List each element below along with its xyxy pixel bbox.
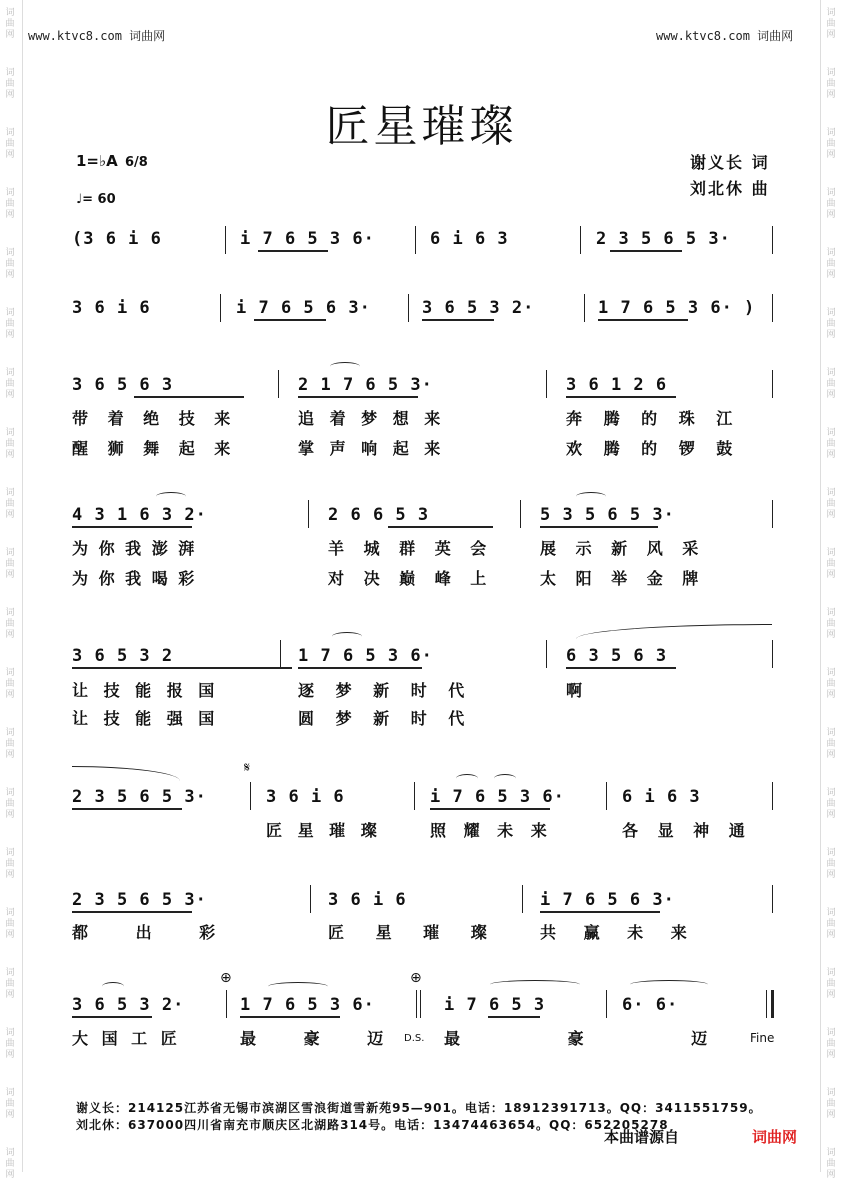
barline — [584, 294, 585, 322]
measure: i 7 6 5 6 3· — [236, 298, 371, 318]
measure: i 7 6 5 6 3· — [540, 890, 675, 910]
beam-underline — [72, 526, 192, 528]
slur — [576, 492, 606, 501]
watermark-stamp: 词曲网 — [5, 8, 15, 40]
lyric-line: 逐 梦 新 时 代 — [298, 681, 466, 700]
lyric-line: 带 着 绝 技 来 — [72, 409, 232, 428]
barline — [310, 885, 311, 913]
measure: (3 6 i 6 — [72, 229, 162, 249]
site-header-left[interactable]: www.ktvc8.com 词曲网 — [28, 29, 166, 43]
barline — [225, 226, 226, 254]
coda-sign: ⊕ — [410, 970, 422, 986]
watermark-stamp: 词曲网 — [826, 428, 836, 460]
measure: 2 3 5 6 5 3· — [72, 787, 207, 807]
left-watermark-strip — [0, 0, 23, 1180]
beam-underline — [298, 396, 418, 398]
lyricist-credit: 谢义长 词 — [690, 153, 770, 172]
lyric-line: 照 耀 未 来 — [430, 821, 548, 840]
measure: 2 3 5 6 5 3· — [72, 890, 207, 910]
beam-underline — [598, 319, 688, 321]
watermark-stamp: 词曲网 — [5, 308, 15, 340]
barline — [280, 640, 281, 668]
watermark-stamp: 词曲网 — [5, 488, 15, 520]
lyric-line: 最 豪 迈 — [240, 1029, 385, 1048]
lyric-line: 最 豪 迈 — [444, 1029, 709, 1048]
watermark-stamp: 词曲网 — [5, 668, 15, 700]
measure: i 7 6 5 3 — [444, 995, 546, 1015]
barline — [226, 990, 227, 1018]
beam-underline — [134, 396, 244, 398]
tempo-marking: ♩= 60 — [76, 192, 116, 207]
watermark-stamp: 词曲网 — [5, 848, 15, 880]
slur — [330, 362, 360, 371]
watermark-stamp: 词曲网 — [5, 548, 15, 580]
watermark-stamp: 词曲网 — [826, 308, 836, 340]
measure: 1 7 6 5 3 6· — [240, 995, 375, 1015]
lyric-line: 大 国 工 匠 — [72, 1029, 178, 1048]
measure: 6 i 6 3 — [622, 787, 701, 807]
watermark-stamp: 词曲网 — [5, 1088, 15, 1120]
fine-marking: Fine — [750, 1031, 775, 1045]
barline — [772, 640, 773, 668]
watermark-stamp: 词曲网 — [826, 608, 836, 640]
measure: 2 6 6 5 3 — [328, 505, 430, 525]
barline — [772, 294, 773, 322]
barline — [772, 370, 773, 398]
lyric-line: 让 技 能 强 国 — [72, 709, 216, 728]
tie — [576, 624, 772, 639]
watermark-stamp: 词曲网 — [826, 848, 836, 880]
watermark-stamp: 词曲网 — [826, 188, 836, 220]
watermark-stamp: 词曲网 — [826, 488, 836, 520]
lyric-line: 共 赢 未 来 — [540, 923, 688, 942]
time-signature: 6/8 — [124, 155, 148, 170]
barline — [250, 782, 251, 810]
lyric-line: 掌 声 响 起 来 — [298, 439, 442, 458]
beam-underline — [610, 250, 682, 252]
measure: 3 6 i 6 — [72, 298, 151, 318]
barline — [278, 370, 279, 398]
composer-credit: 刘北休 曲 — [690, 179, 770, 198]
barline — [220, 294, 221, 322]
slur — [630, 980, 708, 989]
lyric-line: 匠 星 璀 璨 — [266, 821, 378, 840]
watermark-stamp: 词曲网 — [5, 68, 15, 100]
barline — [606, 990, 607, 1018]
measure: 3 6 i 6 — [328, 890, 407, 910]
barline — [772, 782, 773, 810]
lyricist-contact: 谢义长：214125江苏省无锡市滨湖区雪浪街道雪新苑95—901。电话：18912391713。QQ：3411551759。 — [76, 1101, 762, 1115]
measure: 3 6 i 6 — [266, 787, 345, 807]
measure: 6 3 5 6 3 — [566, 646, 668, 666]
measure: 1 7 6 5 3 6· ) — [598, 298, 756, 318]
beam-underline — [540, 526, 658, 528]
coda-sign: ⊕ — [220, 970, 232, 986]
lyric-line: 啊 — [566, 681, 584, 700]
watermark-stamp: 词曲网 — [5, 608, 15, 640]
segno-sign: 𝄋 — [244, 760, 251, 776]
watermark-stamp: 词曲网 — [826, 368, 836, 400]
slur — [494, 774, 516, 783]
beam-underline — [488, 1016, 540, 1018]
beam-underline — [566, 396, 676, 398]
beam-underline — [254, 319, 326, 321]
beam-underline — [72, 808, 182, 810]
composer-contact: 刘北休：637000四川省南充市顺庆区北湖路314号。电话：13474463654。QQ：652205278 — [76, 1118, 669, 1132]
watermark-stamp: 词曲网 — [826, 68, 836, 100]
key-label: 1=♭A — [76, 152, 118, 170]
watermark-stamp: 词曲网 — [5, 968, 15, 1000]
final-barline — [766, 990, 767, 1018]
lyric-line: 各 显 神 通 — [622, 821, 746, 840]
right-watermark-strip — [820, 0, 843, 1180]
watermark-stamp: 词曲网 — [826, 908, 836, 940]
lyric-line: 欢 腾 的 锣 鼓 — [566, 439, 734, 458]
watermark-stamp: 词曲网 — [5, 728, 15, 760]
beam-underline — [422, 319, 494, 321]
watermark-stamp: 词曲网 — [826, 1028, 836, 1060]
barline — [520, 500, 521, 528]
slur — [456, 774, 478, 783]
watermark-stamp: 词曲网 — [5, 128, 15, 160]
beam-underline — [72, 667, 292, 669]
measure: i 7 6 5 3 6· — [430, 787, 565, 807]
watermark-stamp: 词曲网 — [826, 728, 836, 760]
barline — [580, 226, 581, 254]
beam-underline — [430, 808, 550, 810]
barline — [408, 294, 409, 322]
barline — [606, 782, 607, 810]
watermark-stamp: 词曲网 — [826, 248, 836, 280]
repeat-barline — [420, 990, 421, 1018]
measure: 6· 6· — [622, 995, 679, 1015]
beam-underline — [72, 1016, 152, 1018]
slur — [332, 632, 362, 641]
lyric-line: 对 决 巅 峰 上 — [328, 569, 488, 588]
lyric-line: 为 你 我 澎 湃 — [72, 539, 196, 558]
watermark-stamp: 词曲网 — [826, 668, 836, 700]
watermark-stamp: 词曲网 — [826, 128, 836, 160]
watermark-stamp: 词曲网 — [826, 788, 836, 820]
lyric-line: 太 阳 举 金 牌 — [540, 569, 700, 588]
beam-underline — [540, 911, 660, 913]
beam-underline — [258, 250, 328, 252]
lyric-line: 追 着 梦 想 来 — [298, 409, 442, 428]
watermark-stamp: 词曲网 — [5, 188, 15, 220]
measure: 3 6 5 3 2 — [72, 646, 174, 666]
lyric-line: 展 示 新 风 采 — [540, 539, 700, 558]
measure: 4 3 1 6 3 2· — [72, 505, 207, 525]
barline — [414, 782, 415, 810]
barline — [546, 370, 547, 398]
watermark-stamp: 词曲网 — [5, 248, 15, 280]
measure: 2 3 5 6 5 3· — [596, 229, 731, 249]
watermark-stamp: 词曲网 — [826, 548, 836, 580]
watermark-stamp: 词曲网 — [5, 788, 15, 820]
barline — [772, 226, 773, 254]
source-label: 本曲谱源自 — [604, 1128, 680, 1146]
watermark-stamp: 词曲网 — [5, 908, 15, 940]
measure: 3 6 5 3 2· — [72, 995, 185, 1015]
key-signature — [76, 152, 148, 170]
watermark-stamp: 词曲网 — [826, 1148, 836, 1180]
watermark-stamp: 词曲网 — [5, 1028, 15, 1060]
beam-underline — [566, 667, 676, 669]
barline — [772, 500, 773, 528]
measure: i 7 6 5 3 6· — [240, 229, 375, 249]
final-barline — [771, 990, 774, 1018]
lyric-line: 都 出 彩 — [72, 923, 217, 942]
measure: 2 1 7 6 5 3· — [298, 375, 433, 395]
measure: 6 i 6 3 — [430, 229, 509, 249]
ds-marking: D.S. — [404, 1033, 425, 1044]
barline — [308, 500, 309, 528]
source-brand-logo[interactable]: 词曲网 — [752, 1128, 798, 1146]
beam-underline — [72, 911, 192, 913]
beam-underline — [388, 526, 493, 528]
watermark-stamp: 词曲网 — [5, 368, 15, 400]
watermark-stamp: 词曲网 — [5, 1148, 15, 1180]
measure: 3 6 5 6 3 — [72, 375, 174, 395]
lyric-line: 让 技 能 报 国 — [72, 681, 216, 700]
watermark-stamp: 词曲网 — [826, 1088, 836, 1120]
measure: 5 3 5 6 5 3· — [540, 505, 675, 525]
measure: 3 6 1 2 6 — [566, 375, 668, 395]
slur — [102, 982, 124, 991]
lyric-line: 羊 城 群 英 会 — [328, 539, 488, 558]
barline — [772, 885, 773, 913]
slur — [490, 980, 580, 989]
watermark-stamp: 词曲网 — [5, 428, 15, 460]
beam-underline — [298, 667, 422, 669]
beam-underline — [240, 1016, 340, 1018]
site-header-right[interactable]: www.ktvc8.com 词曲网 — [656, 29, 794, 43]
barline — [415, 226, 416, 254]
measure: 1 7 6 5 3 6· — [298, 646, 433, 666]
barline — [546, 640, 547, 668]
slur — [156, 492, 186, 501]
lyric-line: 奔 腾 的 珠 江 — [566, 409, 734, 428]
watermark-stamp: 词曲网 — [826, 968, 836, 1000]
slur — [268, 982, 328, 991]
lyric-line: 为 你 我 喝 彩 — [72, 569, 196, 588]
barline — [522, 885, 523, 913]
tie — [72, 766, 180, 781]
measure: 3 6 5 3 2· — [422, 298, 535, 318]
lyric-line: 匠 星 璀 璨 — [328, 923, 488, 942]
repeat-barline — [416, 990, 417, 1018]
lyric-line: 圆 梦 新 时 代 — [298, 709, 466, 728]
lyric-line: 醒 狮 舞 起 来 — [72, 439, 232, 458]
page-title: 匠星璀璨 — [325, 101, 518, 152]
watermark-stamp: 词曲网 — [826, 8, 836, 40]
